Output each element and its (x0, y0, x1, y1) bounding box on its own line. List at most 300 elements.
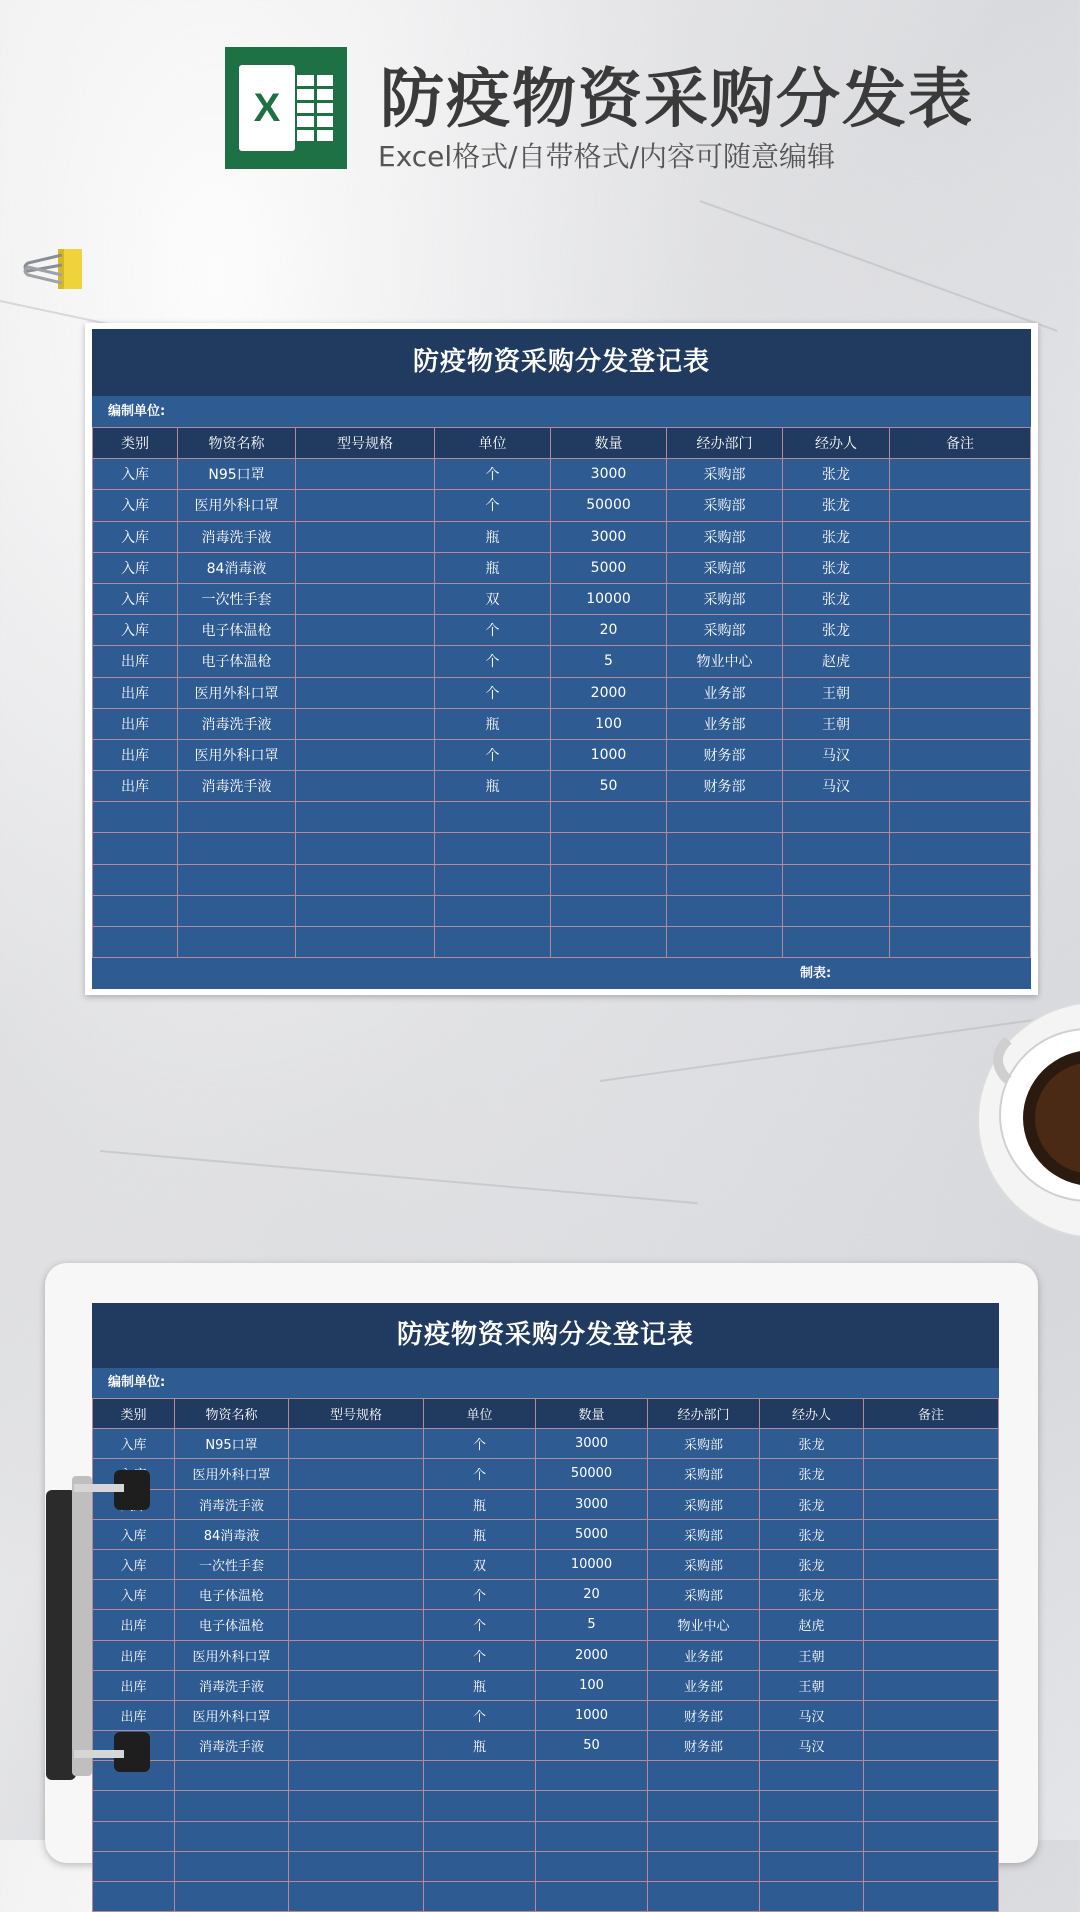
table-cell[interactable] (178, 864, 296, 895)
table-row (93, 927, 1031, 958)
table-cell[interactable]: 3000 (536, 1489, 648, 1519)
table-cell[interactable] (864, 1700, 999, 1730)
table-cell[interactable]: 采购部 (648, 1549, 760, 1579)
table-cell[interactable]: 消毒洗手液 (178, 708, 296, 739)
marble-vein (700, 200, 1058, 332)
table-cell[interactable]: 1000 (536, 1700, 648, 1730)
table-cell[interactable]: 采购部 (667, 490, 783, 521)
unit-label: 编制单位: (92, 1368, 999, 1398)
table-cell[interactable] (760, 1851, 864, 1881)
table-row (93, 1882, 999, 1912)
table-cell[interactable] (783, 927, 890, 958)
table-row (93, 1670, 999, 1700)
table-cell[interactable] (296, 490, 435, 521)
table-cell[interactable]: 消毒洗手液 (175, 1670, 289, 1700)
table-cell[interactable] (424, 1821, 536, 1851)
table-cell[interactable]: 入库 (93, 1580, 175, 1610)
table-cell[interactable]: 医用外科口罩 (175, 1459, 289, 1489)
table-cell[interactable]: 一次性手套 (175, 1549, 289, 1579)
table-cell[interactable]: 5000 (551, 552, 667, 583)
table-cell[interactable]: N95口罩 (178, 459, 296, 490)
table-cell[interactable] (296, 771, 435, 802)
footer-bar (92, 958, 1031, 989)
table-cell[interactable]: 物业中心 (648, 1610, 760, 1640)
table-cell[interactable]: 消毒洗手液 (175, 1731, 289, 1761)
table-cell[interactable] (890, 459, 1031, 490)
table-cell[interactable]: 84消毒液 (178, 552, 296, 583)
table-cell[interactable] (289, 1549, 424, 1579)
table-cell[interactable]: 20 (551, 615, 667, 646)
table-cell[interactable]: 赵虎 (760, 1610, 864, 1640)
table-cell[interactable] (93, 1791, 175, 1821)
table-row (93, 552, 1031, 583)
table-cell[interactable] (551, 895, 667, 926)
table-cell[interactable]: 出库 (93, 771, 178, 802)
table-cell[interactable] (864, 1670, 999, 1700)
table-cell[interactable] (289, 1429, 424, 1459)
table-cell[interactable]: 10000 (551, 583, 667, 614)
table-cell[interactable] (760, 1882, 864, 1912)
table-cell[interactable]: 采购部 (648, 1429, 760, 1459)
table-cell[interactable]: 入库 (93, 1549, 175, 1579)
table-cell[interactable] (93, 1851, 175, 1881)
table-cell[interactable]: 张龙 (783, 552, 890, 583)
table-cell[interactable]: 马汉 (783, 771, 890, 802)
table-cell[interactable] (667, 927, 783, 958)
table-cell[interactable]: 采购部 (648, 1489, 760, 1519)
table-cell[interactable] (890, 583, 1031, 614)
table-cell[interactable]: 王朝 (760, 1670, 864, 1700)
table-cell[interactable] (296, 833, 435, 864)
table-row (93, 459, 1031, 490)
table-cell[interactable]: 瓶 (424, 1519, 536, 1549)
table-cell[interactable] (783, 895, 890, 926)
table-row (93, 833, 1031, 864)
column-header: 单位 (435, 428, 551, 459)
table-row (93, 1429, 999, 1459)
table-cell[interactable]: 个 (424, 1700, 536, 1730)
table-cell[interactable]: 3000 (536, 1429, 648, 1459)
table-cell[interactable]: 张龙 (783, 490, 890, 521)
table-cell[interactable] (296, 615, 435, 646)
table-cell[interactable] (890, 646, 1031, 677)
table-cell[interactable]: 5 (551, 646, 667, 677)
table-cell[interactable] (93, 895, 178, 926)
table-cell[interactable] (93, 833, 178, 864)
column-header: 类别 (93, 1399, 175, 1429)
table-cell[interactable]: 医用外科口罩 (175, 1640, 289, 1670)
column-header: 型号规格 (296, 428, 435, 459)
table-cell[interactable] (648, 1791, 760, 1821)
table-row (93, 1851, 999, 1881)
sheet-title: 防疫物资采购分发登记表 (92, 1303, 999, 1368)
table-cell[interactable] (296, 521, 435, 552)
page-title: 防疫物资采购分发表 (380, 63, 974, 137)
table-cell[interactable]: 20 (536, 1580, 648, 1610)
table-cell[interactable]: 张龙 (783, 615, 890, 646)
table-cell[interactable] (667, 864, 783, 895)
table-cell[interactable]: 个 (424, 1459, 536, 1489)
table-cell[interactable] (296, 583, 435, 614)
table-cell[interactable] (890, 864, 1031, 895)
table-cell[interactable] (289, 1580, 424, 1610)
table-cell[interactable] (864, 1731, 999, 1761)
table-cell[interactable] (667, 895, 783, 926)
table-row (93, 739, 1031, 770)
table-cell[interactable] (783, 833, 890, 864)
table-cell[interactable] (289, 1791, 424, 1821)
table-cell[interactable]: 王朝 (783, 708, 890, 739)
table-cell[interactable] (296, 552, 435, 583)
table-cell[interactable]: 双 (435, 583, 551, 614)
table-cell[interactable] (424, 1761, 536, 1791)
table-cell[interactable]: 马汉 (760, 1731, 864, 1761)
table-cell[interactable]: 个 (424, 1429, 536, 1459)
table-cell[interactable] (296, 802, 435, 833)
table-cell[interactable] (648, 1821, 760, 1851)
table-cell[interactable]: 张龙 (783, 521, 890, 552)
page-subtitle: Excel格式/自带格式/内容可随意编辑 (378, 140, 836, 173)
table-cell[interactable] (296, 895, 435, 926)
table-cell[interactable] (289, 1489, 424, 1519)
table-cell[interactable]: 消毒洗手液 (175, 1489, 289, 1519)
table-cell[interactable]: 张龙 (760, 1429, 864, 1459)
table-cell[interactable] (890, 771, 1031, 802)
table-cell[interactable] (178, 927, 296, 958)
table-cell[interactable]: 采购部 (648, 1580, 760, 1610)
table-cell[interactable]: 医用外科口罩 (175, 1700, 289, 1730)
table-cell[interactable] (296, 677, 435, 708)
table-cell[interactable] (890, 708, 1031, 739)
table-cell[interactable] (289, 1851, 424, 1881)
table-cell[interactable] (296, 927, 435, 958)
table-row (93, 1640, 999, 1670)
table-cell[interactable] (864, 1640, 999, 1670)
table-cell[interactable]: 3000 (551, 459, 667, 490)
column-header: 物资名称 (178, 428, 296, 459)
table-cell[interactable]: 出库 (93, 1670, 175, 1700)
table-cell[interactable] (178, 833, 296, 864)
unit-label: 编制单位: (92, 396, 1031, 427)
table-row (93, 771, 1031, 802)
table-cell[interactable] (890, 833, 1031, 864)
table-cell[interactable] (296, 864, 435, 895)
table-cell[interactable]: 王朝 (783, 677, 890, 708)
table-cell[interactable] (667, 802, 783, 833)
table-cell[interactable] (175, 1821, 289, 1851)
table-cell[interactable] (890, 802, 1031, 833)
table-cell[interactable] (536, 1761, 648, 1791)
column-header: 单位 (424, 1399, 536, 1429)
table-cell[interactable]: 采购部 (667, 583, 783, 614)
table-cell[interactable] (289, 1519, 424, 1549)
table-cell[interactable]: 财务部 (667, 739, 783, 770)
table-cell[interactable]: 50 (551, 771, 667, 802)
table-cell[interactable] (890, 615, 1031, 646)
table-cell[interactable] (424, 1791, 536, 1821)
sheet-preview-card (85, 323, 1038, 995)
table-cell[interactable] (864, 1429, 999, 1459)
table-cell[interactable] (864, 1519, 999, 1549)
table-cell[interactable]: 入库 (93, 615, 178, 646)
table-row (93, 1580, 999, 1610)
table-cell[interactable]: 马汉 (783, 739, 890, 770)
table-cell[interactable]: N95口罩 (175, 1429, 289, 1459)
table-cell[interactable] (864, 1459, 999, 1489)
table-cell[interactable] (93, 1821, 175, 1851)
table-cell[interactable]: 医用外科口罩 (178, 739, 296, 770)
column-header: 类别 (93, 428, 178, 459)
table-cell[interactable]: 50000 (536, 1459, 648, 1489)
register-table (92, 1398, 999, 1912)
table-cell[interactable]: 张龙 (760, 1580, 864, 1610)
table-cell[interactable] (296, 459, 435, 490)
table-cell[interactable]: 王朝 (760, 1640, 864, 1670)
table-cell[interactable]: 入库 (93, 552, 178, 583)
table-cell[interactable]: 张龙 (760, 1459, 864, 1489)
binder-clip-icon (22, 245, 84, 295)
table-cell[interactable]: 3000 (551, 521, 667, 552)
table-cell[interactable]: 采购部 (648, 1519, 760, 1549)
table-cell[interactable] (890, 521, 1031, 552)
table-header-row (93, 428, 1031, 459)
table-cell[interactable]: 50000 (551, 490, 667, 521)
table-cell[interactable]: 消毒洗手液 (178, 771, 296, 802)
table-cell[interactable] (289, 1882, 424, 1912)
table-cell[interactable]: 业务部 (648, 1670, 760, 1700)
table-row (93, 1519, 999, 1549)
table-cell[interactable] (536, 1882, 648, 1912)
table-cell[interactable] (864, 1610, 999, 1640)
table-cell[interactable]: 个 (435, 459, 551, 490)
table-cell[interactable] (864, 1489, 999, 1519)
table-cell[interactable] (890, 677, 1031, 708)
table-cell[interactable] (289, 1459, 424, 1489)
table-cell[interactable]: 医用外科口罩 (178, 677, 296, 708)
table-row (93, 583, 1031, 614)
table-cell[interactable] (175, 1882, 289, 1912)
table-cell[interactable]: 个 (435, 615, 551, 646)
table-cell[interactable]: 物业中心 (667, 646, 783, 677)
table-cell[interactable]: 2000 (551, 677, 667, 708)
column-header: 经办部门 (667, 428, 783, 459)
table-cell[interactable] (296, 708, 435, 739)
table-cell[interactable]: 采购部 (667, 552, 783, 583)
table-cell[interactable] (435, 927, 551, 958)
table-cell[interactable] (175, 1761, 289, 1791)
table-cell[interactable] (783, 864, 890, 895)
table-cell[interactable]: 瓶 (435, 552, 551, 583)
table-row (93, 1549, 999, 1579)
table-row (93, 1700, 999, 1730)
column-header: 备注 (864, 1399, 999, 1429)
table-cell[interactable]: 财务部 (648, 1731, 760, 1761)
table-cell[interactable] (424, 1882, 536, 1912)
table-cell[interactable]: 采购部 (648, 1459, 760, 1489)
table-cell[interactable]: 一次性手套 (178, 583, 296, 614)
table-cell[interactable] (424, 1851, 536, 1881)
table-cell[interactable]: 瓶 (424, 1489, 536, 1519)
table-cell[interactable]: 入库 (93, 459, 178, 490)
table-cell[interactable]: 业务部 (667, 677, 783, 708)
table-cell[interactable] (289, 1640, 424, 1670)
table-cell[interactable]: 84消毒液 (175, 1519, 289, 1549)
table-cell[interactable]: 采购部 (667, 521, 783, 552)
table-cell[interactable]: 个 (424, 1640, 536, 1670)
table-cell[interactable] (296, 646, 435, 677)
table-cell[interactable] (435, 802, 551, 833)
table-cell[interactable] (864, 1851, 999, 1881)
table-cell[interactable] (890, 895, 1031, 926)
sheet-title: 防疫物资采购分发登记表 (92, 329, 1031, 396)
table-cell[interactable]: 2000 (536, 1640, 648, 1670)
table-cell[interactable]: 出库 (93, 708, 178, 739)
table-cell[interactable]: 电子体温枪 (178, 646, 296, 677)
table-cell[interactable] (760, 1821, 864, 1851)
table-cell[interactable] (864, 1549, 999, 1579)
table-cell[interactable]: 业务部 (667, 708, 783, 739)
table-row (93, 490, 1031, 521)
table-cell[interactable] (289, 1821, 424, 1851)
table-cell[interactable] (175, 1851, 289, 1881)
table-cell[interactable] (648, 1761, 760, 1791)
table-cell[interactable] (536, 1821, 648, 1851)
table-cell[interactable]: 入库 (93, 490, 178, 521)
table-row (93, 1791, 999, 1821)
table-cell[interactable]: 瓶 (435, 521, 551, 552)
table-cell[interactable]: 入库 (93, 583, 178, 614)
table-cell[interactable]: 出库 (93, 1610, 175, 1640)
table-cell[interactable]: 出库 (93, 1640, 175, 1670)
table-cell[interactable]: 消毒洗手液 (178, 521, 296, 552)
table-cell[interactable]: 马汉 (760, 1700, 864, 1730)
table-cell[interactable] (783, 802, 890, 833)
table-cell[interactable]: 张龙 (760, 1519, 864, 1549)
table-cell[interactable] (289, 1761, 424, 1791)
table-cell[interactable] (93, 864, 178, 895)
table-cell[interactable] (864, 1791, 999, 1821)
table-cell[interactable]: 个 (435, 677, 551, 708)
table-cell[interactable] (890, 739, 1031, 770)
table-cell[interactable] (93, 927, 178, 958)
table-cell[interactable]: 张龙 (783, 583, 890, 614)
table-cell[interactable]: 电子体温枪 (175, 1580, 289, 1610)
table-cell[interactable]: 入库 (93, 1519, 175, 1549)
table-cell[interactable] (296, 739, 435, 770)
table-cell[interactable]: 1000 (551, 739, 667, 770)
table-cell[interactable]: 个 (435, 646, 551, 677)
table-cell[interactable] (435, 864, 551, 895)
table-cell[interactable]: 出库 (93, 677, 178, 708)
table-cell[interactable] (864, 1821, 999, 1851)
table-cell[interactable]: 电子体温枪 (178, 615, 296, 646)
table-cell[interactable]: 张龙 (783, 459, 890, 490)
table-cell[interactable]: 业务部 (648, 1640, 760, 1670)
table-cell[interactable] (536, 1851, 648, 1881)
column-header: 数量 (551, 428, 667, 459)
table-cell[interactable] (890, 490, 1031, 521)
table-cell[interactable]: 5000 (536, 1519, 648, 1549)
table-cell[interactable]: 出库 (93, 646, 178, 677)
table-cell[interactable] (648, 1882, 760, 1912)
table-cell[interactable] (551, 833, 667, 864)
table-cell[interactable] (93, 1882, 175, 1912)
table-cell[interactable] (890, 927, 1031, 958)
table-cell[interactable] (864, 1882, 999, 1912)
table-cell[interactable] (178, 895, 296, 926)
table-cell[interactable]: 张龙 (760, 1489, 864, 1519)
table-cell[interactable] (890, 552, 1031, 583)
table-cell[interactable] (435, 833, 551, 864)
table-cell[interactable]: 100 (551, 708, 667, 739)
table-cell[interactable]: 个 (435, 739, 551, 770)
table-cell[interactable]: 张龙 (760, 1549, 864, 1579)
table-cell[interactable]: 出库 (93, 739, 178, 770)
table-cell[interactable]: 个 (435, 490, 551, 521)
table-cell[interactable]: 瓶 (435, 771, 551, 802)
table-cell[interactable] (551, 927, 667, 958)
table-cell[interactable]: 赵虎 (783, 646, 890, 677)
table-cell[interactable]: 入库 (93, 521, 178, 552)
table-cell[interactable] (648, 1851, 760, 1881)
table-cell[interactable]: 双 (424, 1549, 536, 1579)
table-cell[interactable] (289, 1610, 424, 1640)
table-cell[interactable]: 采购部 (667, 615, 783, 646)
table-cell[interactable]: 个 (424, 1610, 536, 1640)
table-cell[interactable]: 个 (424, 1580, 536, 1610)
table-row (93, 864, 1031, 895)
table-cell[interactable] (760, 1791, 864, 1821)
table-cell[interactable]: 50 (536, 1731, 648, 1761)
table-cell[interactable] (435, 895, 551, 926)
table-cell[interactable] (864, 1761, 999, 1791)
column-header: 数量 (536, 1399, 648, 1429)
table-cell[interactable]: 5 (536, 1610, 648, 1640)
marble-vein (100, 1150, 698, 1204)
table-cell[interactable]: 入库 (93, 1429, 175, 1459)
table-cell[interactable] (178, 802, 296, 833)
table-cell[interactable] (175, 1791, 289, 1821)
table-cell[interactable] (289, 1731, 424, 1761)
table-cell[interactable] (536, 1791, 648, 1821)
table-cell[interactable] (864, 1580, 999, 1610)
column-header: 型号规格 (289, 1399, 424, 1429)
table-cell[interactable]: 100 (536, 1670, 648, 1700)
table-cell[interactable]: 瓶 (435, 708, 551, 739)
table-cell[interactable]: 瓶 (424, 1670, 536, 1700)
column-header: 备注 (890, 428, 1031, 459)
table-cell[interactable]: 采购部 (667, 459, 783, 490)
table-cell[interactable] (289, 1700, 424, 1730)
table-cell[interactable] (760, 1761, 864, 1791)
clipboard-clamp-icon (44, 1470, 154, 1780)
excel-logo-letter: X (253, 85, 281, 130)
table-cell[interactable] (289, 1670, 424, 1700)
table-row (93, 615, 1031, 646)
table-cell[interactable]: 电子体温枪 (175, 1610, 289, 1640)
table-cell[interactable]: 10000 (536, 1549, 648, 1579)
table-cell[interactable]: 瓶 (424, 1731, 536, 1761)
table-cell[interactable]: 出库 (93, 1700, 175, 1730)
table-row (93, 802, 1031, 833)
table-cell[interactable]: 医用外科口罩 (178, 490, 296, 521)
table-cell[interactable] (93, 802, 178, 833)
table-cell[interactable]: 财务部 (667, 771, 783, 802)
table-cell[interactable] (551, 864, 667, 895)
table-cell[interactable]: 财务部 (648, 1700, 760, 1730)
table-cell[interactable] (551, 802, 667, 833)
table-cell[interactable] (667, 833, 783, 864)
